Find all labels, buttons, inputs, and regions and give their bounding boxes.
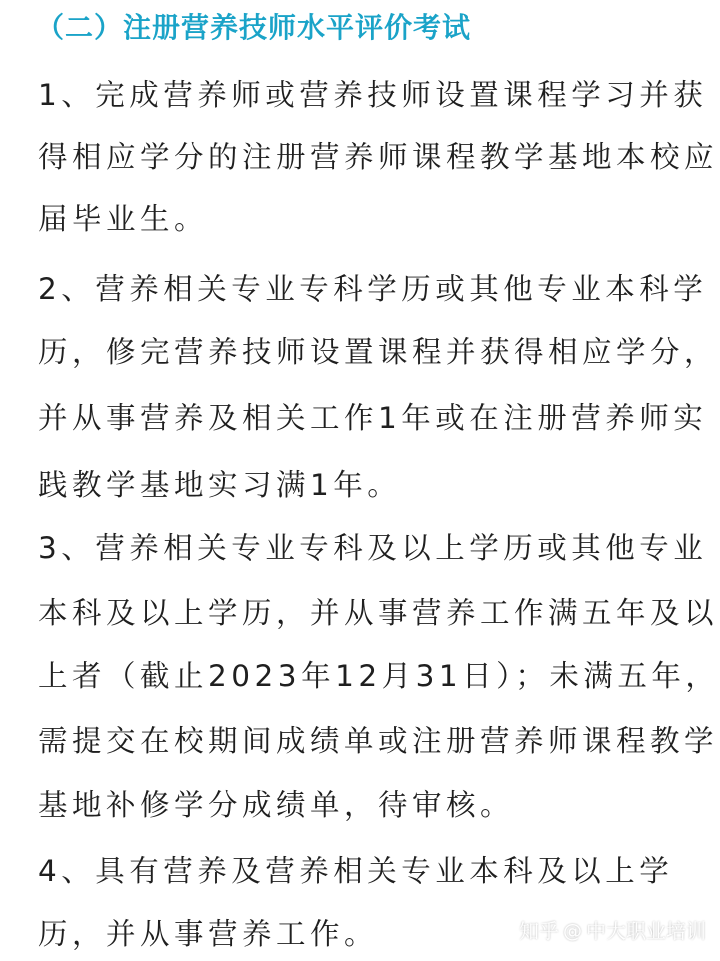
- item-3-line-4: 需提交在校期间成绩单或注册营养师课程教学: [38, 724, 719, 758]
- watermark-account: 中大职业培训: [586, 919, 706, 943]
- section-heading: （二）注册营养技师水平评价考试: [36, 11, 472, 44]
- item-2-line-4: 践教学基地实习满1年。: [38, 468, 402, 502]
- item-3-line-3: 上者（截止2023年12月31日）；未满五年，: [38, 659, 720, 693]
- item-2-line-1: 2、营养相关专业专科学历或其他专业本科学: [38, 272, 708, 306]
- item-4-line-2: 历，并从事营养工作。: [38, 917, 379, 951]
- watermark-platform: 知乎: [519, 919, 559, 943]
- item-4-line-1: 4、具有营养及营养相关专业本科及以上学: [38, 854, 674, 888]
- item-1-line-2: 得相应学分的注册营养师课程教学基地本校应: [38, 140, 719, 174]
- item-3-line-2: 本科及以上学历，并从事营养工作满五年及以: [38, 596, 719, 630]
- zhihu-watermark: [519, 919, 706, 943]
- item-3-line-1: 3、营养相关专业专科及以上学历或其他专业: [38, 531, 708, 565]
- item-3-line-5: 基地补修学分成绩单，待审核。: [38, 788, 515, 822]
- item-2-line-2: 历，修完营养技师设置课程并获得相应学分，: [38, 335, 719, 369]
- item-1-line-3: 届毕业生。: [38, 202, 209, 236]
- watermark-at: @: [563, 920, 582, 942]
- item-1-line-1: 1、完成营养师或营养技师设置课程学习并获: [38, 78, 708, 112]
- item-2-line-3: 并从事营养及相关工作1年或在注册营养师实: [38, 401, 708, 435]
